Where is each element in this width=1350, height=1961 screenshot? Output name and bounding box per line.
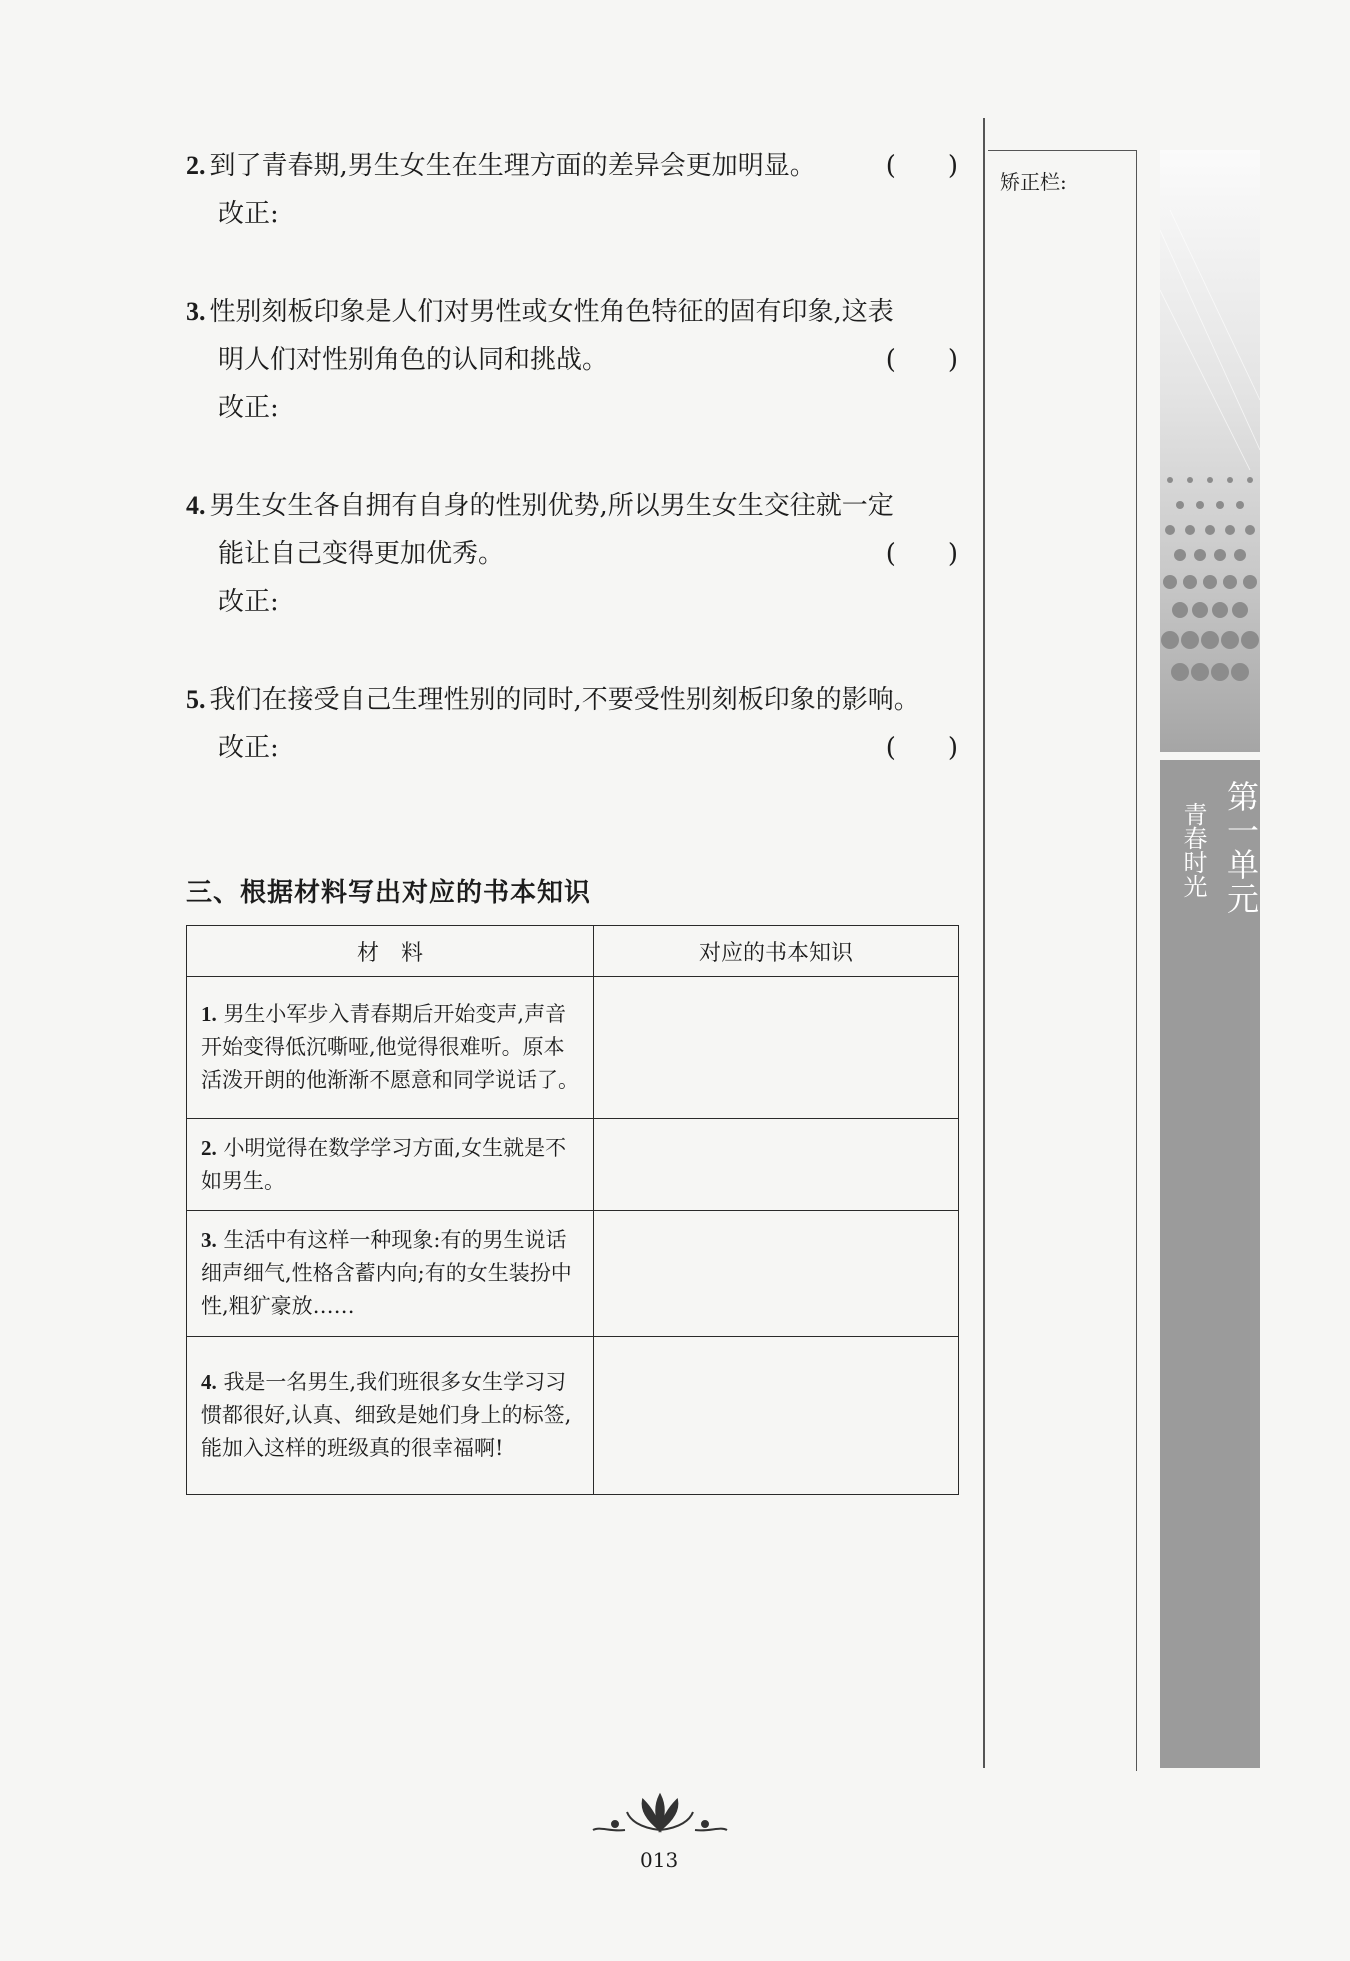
row-number: 3. bbox=[201, 1228, 217, 1252]
question-text: 男生女生各自拥有自身的性别优势,所以男生女生交往就一定 bbox=[209, 491, 894, 521]
material-cell bbox=[187, 1119, 594, 1211]
knowledge-answer-cell[interactable] bbox=[594, 1119, 959, 1211]
question-line bbox=[186, 142, 966, 190]
sidebar-decoration bbox=[1160, 150, 1260, 752]
table-row bbox=[187, 977, 959, 1119]
question-number: 5. bbox=[186, 685, 206, 714]
answer-parentheses[interactable]: ( ) bbox=[885, 345, 958, 375]
column-header-material: 材 料 bbox=[187, 926, 594, 977]
material-cell bbox=[187, 1337, 594, 1495]
section-title: 三、根据材料写出对应的书本知识 bbox=[186, 878, 592, 908]
unit-title: 第一单元 bbox=[1222, 780, 1260, 916]
question-5 bbox=[186, 676, 966, 772]
column-header-knowledge: 对应的书本知识 bbox=[594, 926, 959, 977]
knowledge-answer-cell[interactable] bbox=[594, 977, 959, 1119]
correction-column[interactable] bbox=[988, 150, 1137, 1771]
question-text: 能让自己变得更加优秀。 bbox=[218, 539, 505, 569]
knowledge-answer-cell[interactable] bbox=[594, 1211, 959, 1337]
question-text: 我们在接受自己生理性别的同时,不要受性别刻板印象的影响。 bbox=[209, 685, 920, 715]
correction-label: 改正: bbox=[218, 733, 279, 763]
table-row bbox=[187, 1337, 959, 1495]
halftone-pattern bbox=[1160, 150, 1260, 752]
row-number: 2. bbox=[201, 1135, 217, 1160]
correction-column-label: 矫正栏: bbox=[1000, 170, 1067, 194]
question-line bbox=[186, 288, 966, 336]
question-line bbox=[186, 482, 966, 530]
question-number: 3. bbox=[186, 297, 206, 326]
material-text: 男生小军步入青春期后开始变声,声音开始变得低沉嘶哑,他觉得很难听。原本活泼开朗的他渐渐不愿意和同学说话了。 bbox=[201, 1002, 579, 1092]
question-line bbox=[186, 530, 966, 578]
answer-parentheses[interactable]: ( ) bbox=[885, 151, 958, 181]
table-header-row bbox=[187, 926, 959, 977]
question-text: 明人们对性别角色的认同和挑战。 bbox=[218, 345, 609, 375]
question-number: 2. bbox=[186, 151, 206, 180]
material-table bbox=[186, 925, 959, 1495]
answer-parentheses[interactable]: ( ) bbox=[885, 733, 958, 763]
material-cell bbox=[187, 1211, 594, 1337]
correction-label: 改正: bbox=[218, 587, 279, 617]
question-2 bbox=[186, 142, 966, 238]
question-3 bbox=[186, 288, 966, 432]
table-row bbox=[187, 1211, 959, 1337]
unit-subtitle: 青春时光 bbox=[1179, 802, 1207, 898]
floral-ornament-icon bbox=[585, 1790, 735, 1840]
correction-label: 改正: bbox=[218, 393, 279, 423]
material-text: 我是一名男生,我们班很多女生学习习惯都很好,认真、细致是她们身上的标签,能加入这样的班级真的很幸福啊! bbox=[201, 1370, 572, 1460]
question-line bbox=[186, 336, 966, 384]
material-text: 小明觉得在数学学习方面,女生就是不如男生。 bbox=[201, 1135, 567, 1193]
question-4 bbox=[186, 482, 966, 626]
answer-parentheses[interactable]: ( ) bbox=[885, 539, 958, 569]
correction-label: 改正: bbox=[218, 199, 279, 229]
question-text: 性别刻板印象是人们对男性或女性角色特征的固有印象,这表 bbox=[209, 297, 894, 327]
question-line bbox=[186, 676, 966, 724]
question-number: 4. bbox=[186, 491, 206, 520]
margin-divider bbox=[983, 118, 985, 1768]
material-cell bbox=[187, 977, 594, 1119]
material-text: 生活中有这样一种现象:有的男生说话细声细气,性格含蓄内向;有的女生装扮中性,粗犷豪放…… bbox=[201, 1228, 572, 1318]
table-row bbox=[187, 1119, 959, 1211]
row-number: 1. bbox=[201, 1002, 217, 1026]
knowledge-answer-cell[interactable] bbox=[594, 1337, 959, 1495]
question-text: 到了青春期,男生女生在生理方面的差异会更加明显。 bbox=[209, 151, 816, 181]
row-number: 4. bbox=[201, 1370, 217, 1394]
page-number: 013 bbox=[640, 1848, 679, 1872]
